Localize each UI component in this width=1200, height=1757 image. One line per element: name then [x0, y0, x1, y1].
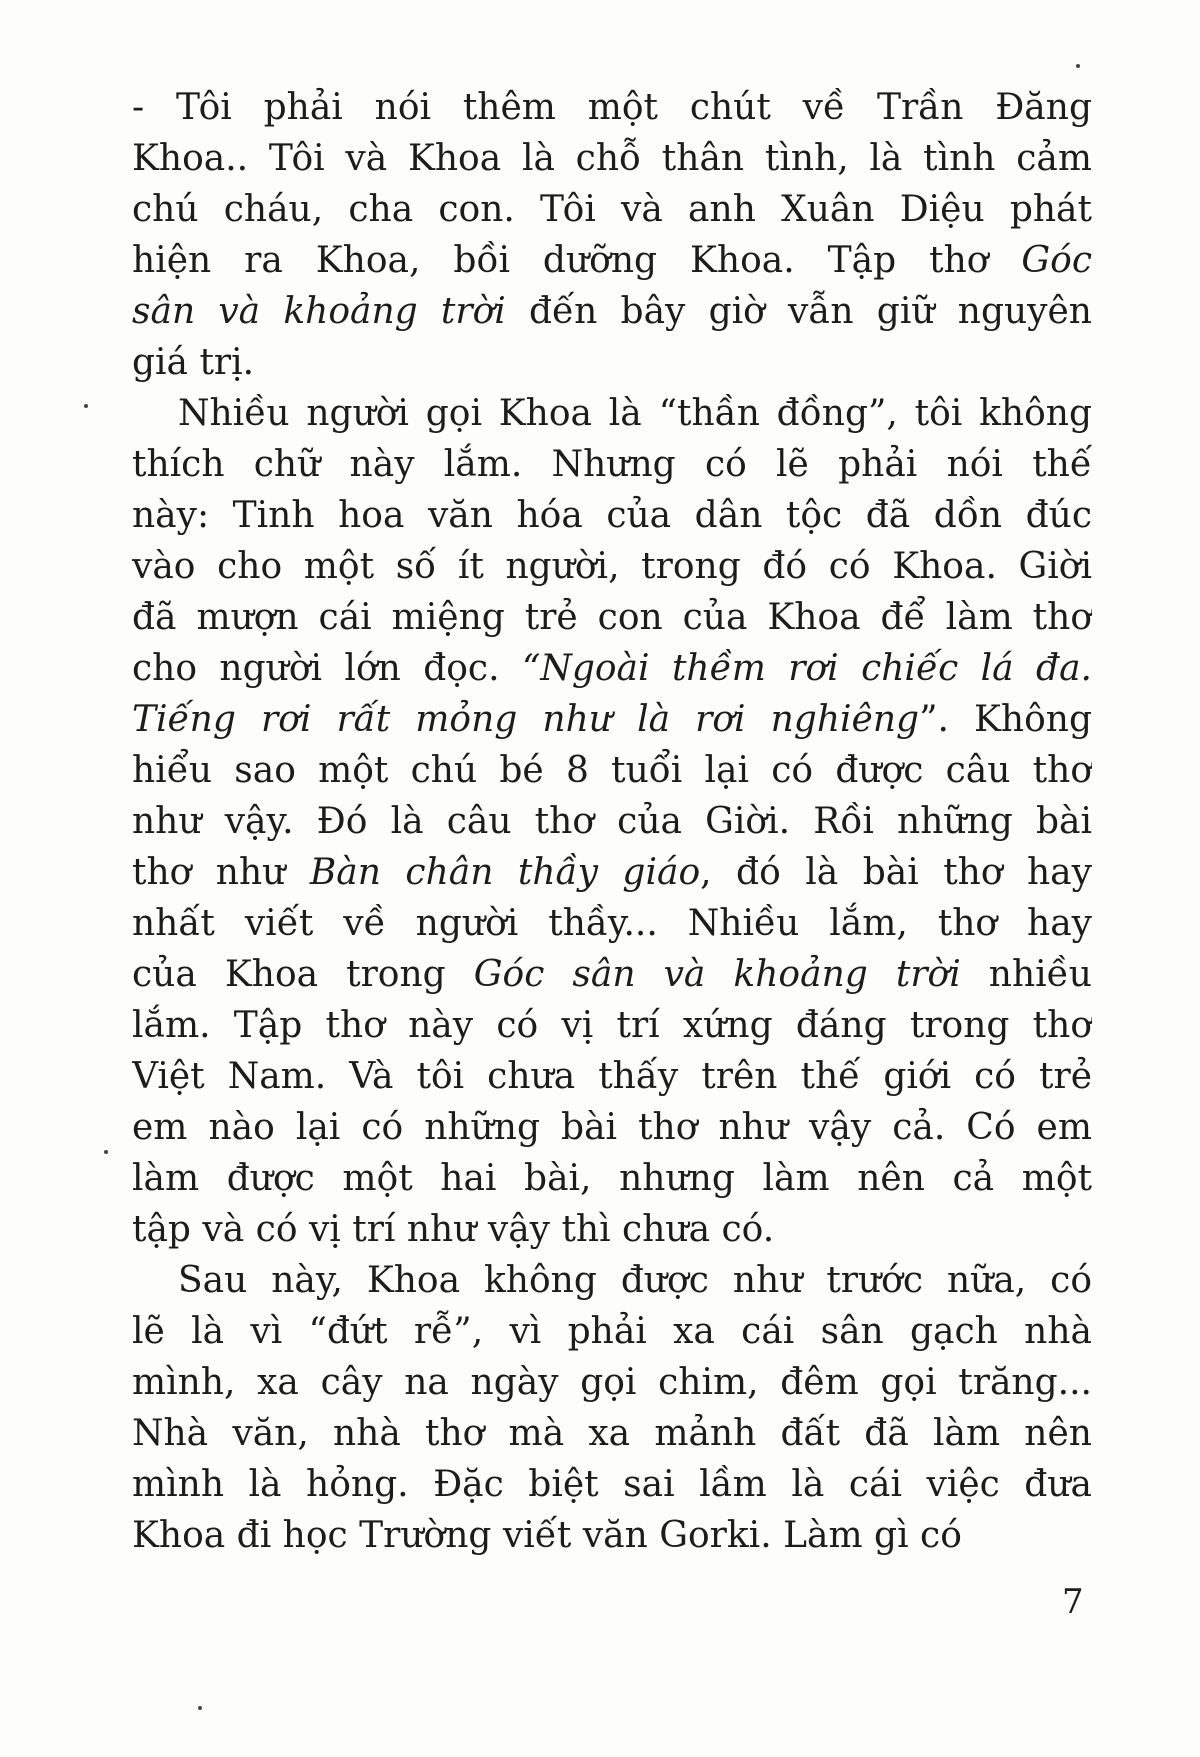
text-line	[132, 388, 1092, 439]
text-span: Khoa.. Tôi và Khoa là chỗ thân tình, là tình cảm	[132, 138, 1092, 179]
text-span: ”. Không	[919, 699, 1092, 740]
text-line	[132, 1255, 1092, 1306]
text-line	[132, 898, 1092, 949]
italic-text: Góc sân và khoảng trời	[473, 954, 961, 995]
text-line	[132, 949, 1092, 1000]
text-span: hiện ra Khoa, bồi dưỡng Khoa. Tập thơ	[132, 240, 1022, 281]
body-text	[132, 82, 1092, 1561]
text-span: , đó là bài thơ hay	[700, 852, 1092, 893]
text-span: Việt Nam. Và tôi chưa thấy trên thế giới có trẻ	[132, 1056, 1092, 1097]
text-line	[132, 1408, 1092, 1459]
text-span: Khoa đi học Trường viết văn Gorki. Làm gì có	[132, 1515, 962, 1556]
text-line	[132, 1000, 1092, 1051]
text-span: này: Tinh hoa văn hóa của dân tộc đã dồn đúc	[132, 495, 1092, 536]
text-line	[132, 1510, 1092, 1561]
text-span: nhiều	[960, 954, 1092, 995]
text-line	[132, 1357, 1092, 1408]
text-span: mình, xa cây na ngày gọi chim, đêm gọi trăng...	[132, 1362, 1092, 1403]
scan-speck	[1076, 64, 1080, 68]
text-line	[132, 1051, 1092, 1102]
text-span: tập và có vị trí như vậy thì chưa có.	[132, 1209, 775, 1250]
text-span: giá trị.	[132, 342, 255, 383]
scan-speck	[84, 404, 88, 408]
text-span: như vậy. Đó là câu thơ của Giời. Rồi những bài	[132, 801, 1092, 842]
text-line	[132, 184, 1092, 235]
text-line	[132, 1459, 1092, 1510]
text-line	[132, 286, 1092, 337]
text-line	[132, 643, 1092, 694]
text-span: mình là hỏng. Đặc biệt sai lầm là cái việc đưa	[132, 1464, 1092, 1505]
text-span: nhất viết về người thầy... Nhiều lắm, thơ hay	[132, 903, 1092, 944]
text-line	[132, 847, 1092, 898]
text-span: chú cháu, cha con. Tôi và anh Xuân Diệu phát	[132, 189, 1092, 230]
text-span: lẽ là vì “đứt rễ”, vì phải xa cái sân gạch nhà	[132, 1311, 1092, 1352]
text-line	[132, 1306, 1092, 1357]
italic-text: sân và khoảng trời	[132, 291, 506, 332]
text-line	[132, 1102, 1092, 1153]
text-span: hiểu sao một chú bé 8 tuổi lại có được câu thơ	[132, 750, 1092, 791]
text-line	[132, 745, 1092, 796]
text-line	[132, 541, 1092, 592]
text-line	[132, 133, 1092, 184]
italic-text: Góc	[1021, 240, 1092, 281]
page-number: 7	[1062, 1582, 1084, 1622]
scan-speck	[198, 1706, 202, 1710]
text-span: Nhà văn, nhà thơ mà xa mảnh đất đã làm nên	[132, 1413, 1092, 1454]
text-span: Sau này, Khoa không được như trước nữa, có	[178, 1260, 1092, 1301]
text-span: của Khoa trong	[132, 954, 474, 995]
text-span: đã mượn cái miệng trẻ con của Khoa để làm thơ	[132, 597, 1092, 638]
text-line	[132, 1204, 1092, 1255]
text-span: làm được một hai bài, nhưng làm nên cả một	[132, 1158, 1092, 1199]
text-line	[132, 490, 1092, 541]
text-span: vào cho một số ít người, trong đó có Khoa. Giời	[132, 546, 1092, 587]
text-line	[132, 592, 1092, 643]
text-line	[132, 337, 1092, 388]
text-span: thích chữ này lắm. Nhưng có lẽ phải nói thế	[132, 444, 1092, 485]
text-span: đến bây giờ vẫn giữ nguyên	[505, 291, 1092, 332]
text-span: thơ như	[132, 852, 310, 893]
text-line	[132, 235, 1092, 286]
text-line	[132, 694, 1092, 745]
text-line	[132, 796, 1092, 847]
text-line	[132, 439, 1092, 490]
text-line	[132, 1153, 1092, 1204]
text-span: Nhiều người gọi Khoa là “thần đồng”, tôi không	[178, 393, 1092, 434]
italic-text: Bàn chân thầy giáo	[309, 852, 701, 893]
text-span: lắm. Tập thơ này có vị trí xứng đáng trong thơ	[132, 1005, 1092, 1046]
text-line	[132, 82, 1092, 133]
italic-text: Tiếng rơi rất mỏng như là rơi nghiêng	[132, 699, 920, 740]
text-span: em nào lại có những bài thơ như vậy cả. Có em	[132, 1107, 1092, 1148]
italic-text: “Ngoài thềm rơi chiếc lá đa.	[521, 648, 1092, 689]
scan-speck	[104, 1150, 108, 1154]
text-span: - Tôi phải nói thêm một chút về Trần Đăng	[132, 87, 1092, 128]
text-span: cho người lớn đọc.	[132, 648, 522, 689]
